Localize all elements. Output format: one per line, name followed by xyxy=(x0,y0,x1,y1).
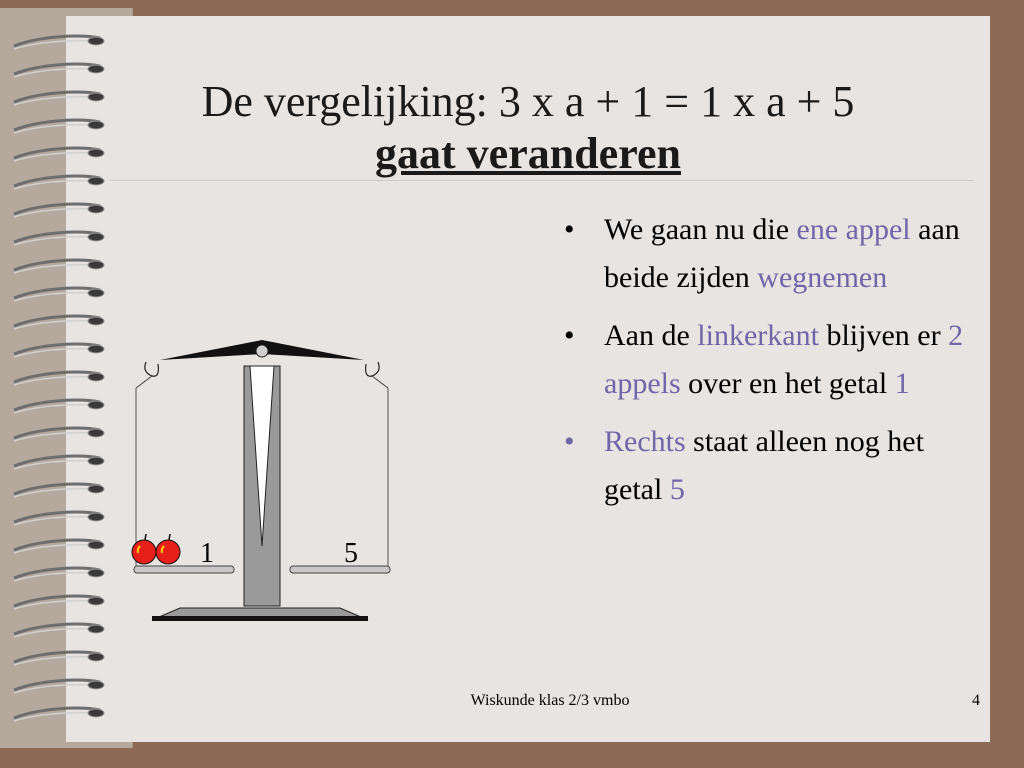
bullet-item xyxy=(560,206,980,302)
title-equation: De vergelijking: 3 x a + 1 = 1 x a + 5 xyxy=(201,77,855,126)
page-number: 4 xyxy=(972,692,980,709)
bullet-text: aan beide zijden xyxy=(604,213,960,294)
bullet-item xyxy=(560,312,980,408)
bullet-highlight: linkerkant xyxy=(697,319,819,352)
apple-icon xyxy=(156,534,180,564)
bullet-dot: • xyxy=(564,319,575,352)
bullet-text: We gaan nu die xyxy=(604,213,797,246)
left-pan-number: 1 xyxy=(200,538,214,569)
bullet-highlight: 5 xyxy=(669,473,685,506)
bullet-text: blijven er xyxy=(818,319,949,352)
bullet-dot: • xyxy=(564,213,575,246)
footer-text: Wiskunde klas 2/3 vmbo xyxy=(470,692,630,709)
bullet-text: over en het getal xyxy=(680,367,895,400)
bullet-text: Aan de xyxy=(604,319,698,352)
bullet-item xyxy=(560,418,980,514)
bullet-highlight: 2 appels xyxy=(604,319,964,400)
bullet-dot: • xyxy=(564,425,575,458)
bullet-highlight: Rechts xyxy=(604,425,686,458)
bullet-list xyxy=(560,206,980,524)
bullet-text: staat alleen nog het getal xyxy=(604,425,924,506)
bullet-highlight: 1 xyxy=(894,367,910,400)
bullet-highlight: wegnemen xyxy=(757,261,888,294)
bullet-highlight: ene appel xyxy=(796,213,911,246)
title-subtitle: gaat veranderen xyxy=(375,129,681,178)
right-pan-number: 5 xyxy=(344,538,358,569)
